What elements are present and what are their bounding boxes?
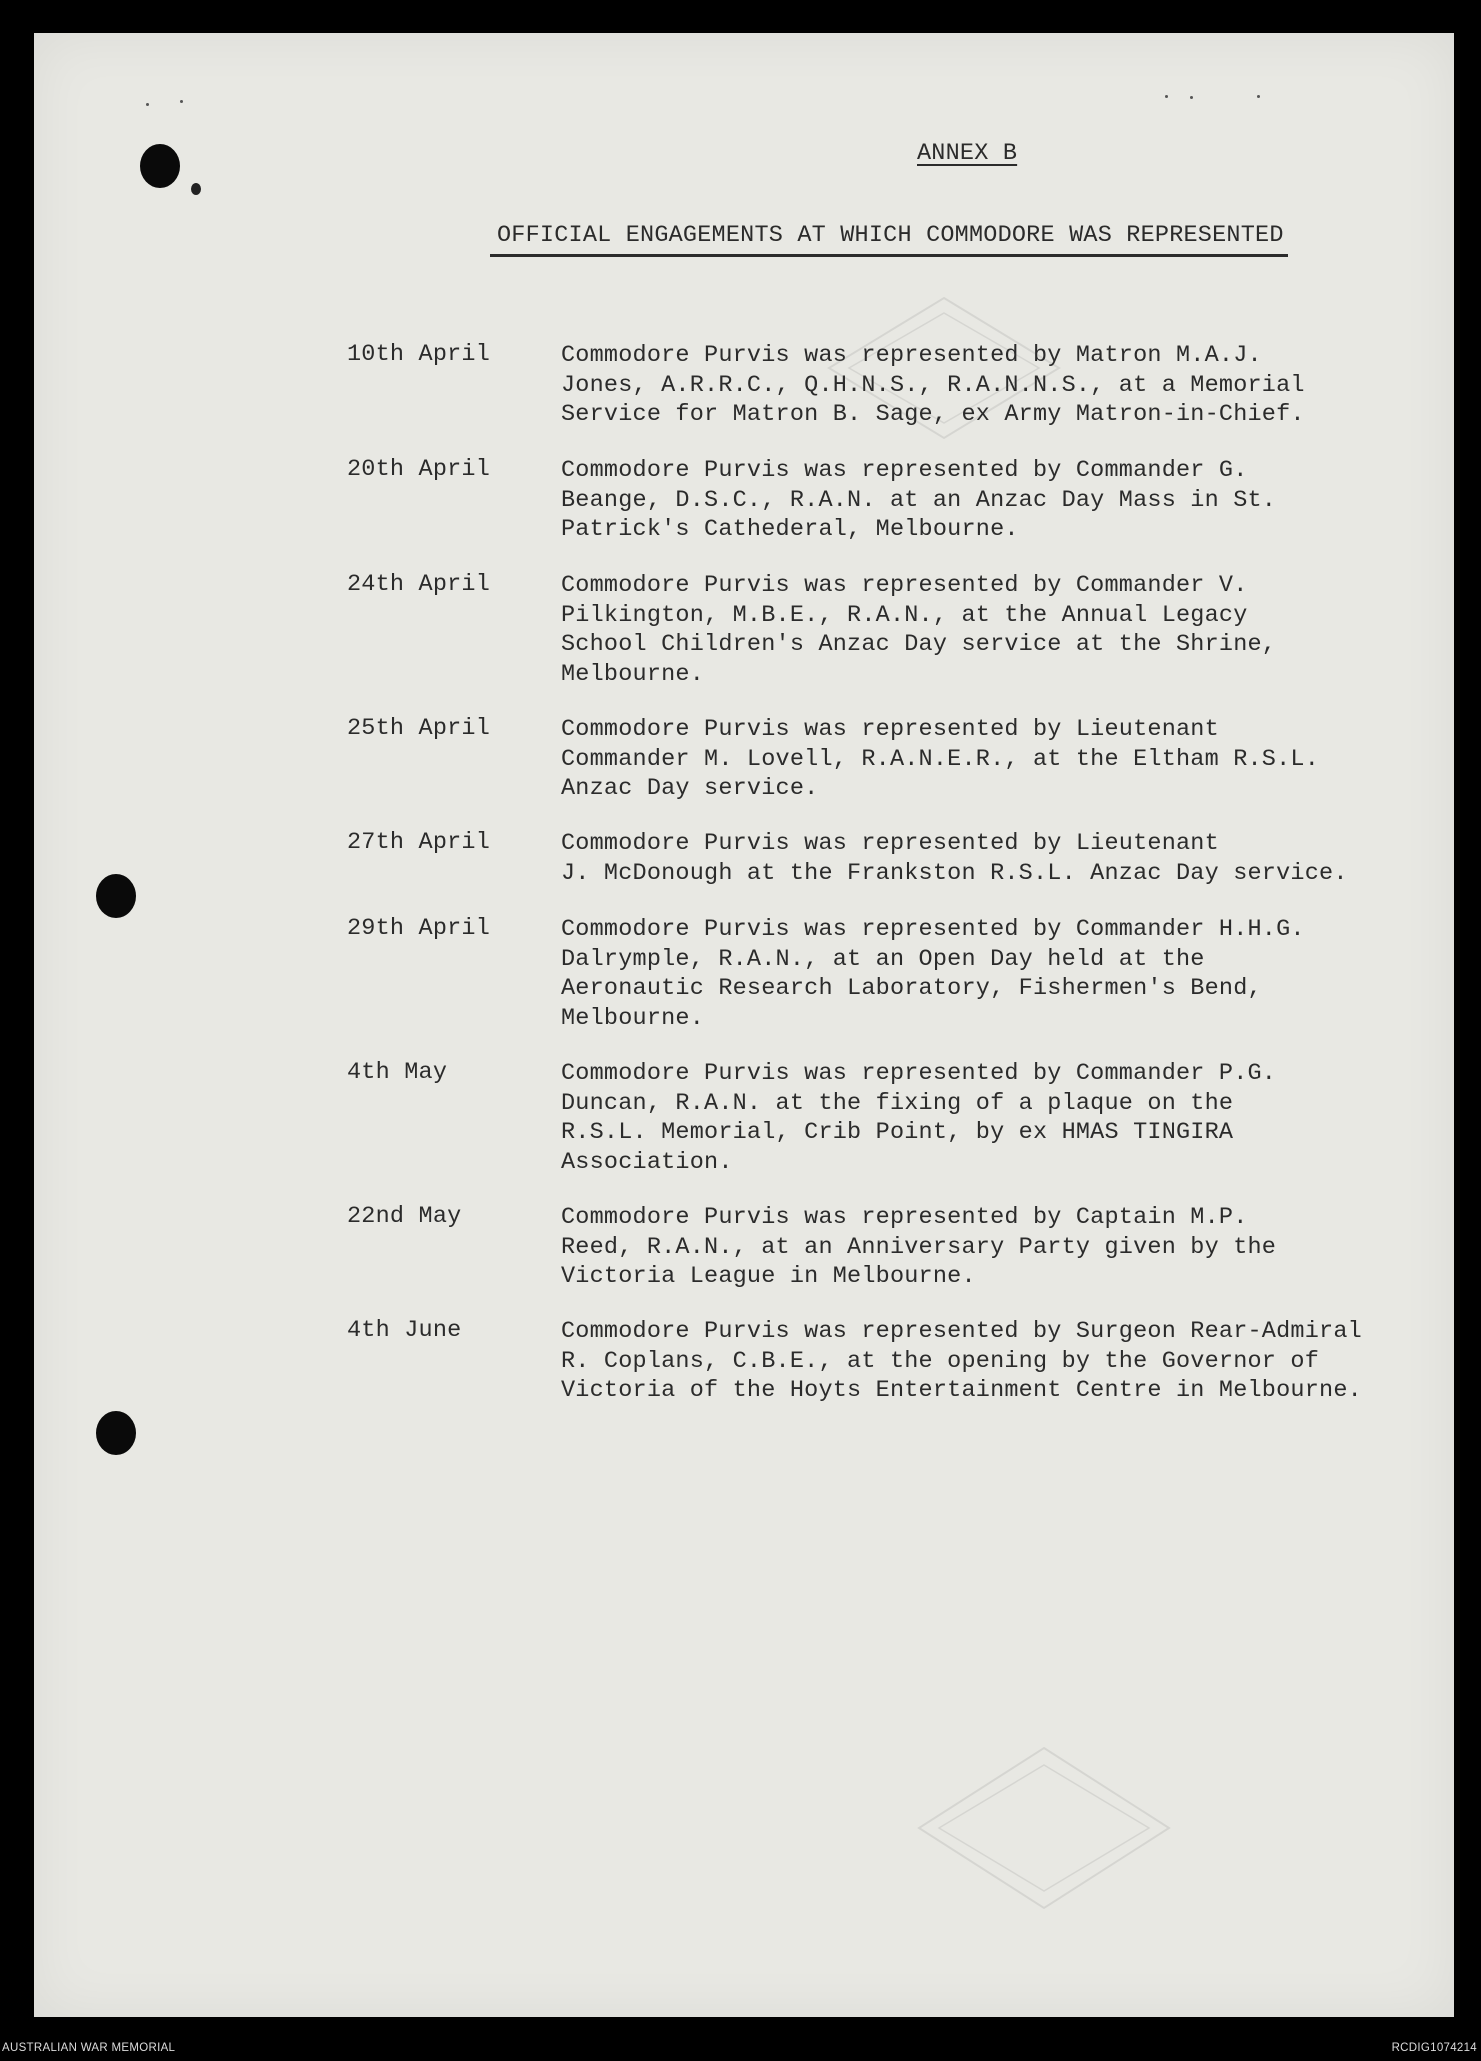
entry-text: Commodore Purvis was represented by Commander H.H.G. Dalrymple, R.A.N., at an Open Day held at the Aeronautic Research Laboratory, Fishermen's Bend, Melbourne. <box>561 916 1305 1032</box>
speck <box>191 183 201 195</box>
entry-text: Commodore Purvis was represented by Commander G. Beange, D.S.C., R.A.N. at an Anzac Day Mass in St. Patrick's Cathederal, Melbourne. <box>561 457 1277 543</box>
entry-date: 27th April <box>347 829 491 856</box>
footer-archive-name: AUSTRALIAN WAR MEMORIAL <box>2 2042 176 2054</box>
entry-date: 25th April <box>347 715 491 742</box>
entry-text: Commodore Purvis was represented by Captain M.P. Reed, R.A.N., at an Anniversary Party given by the Victoria League in Melbourne. <box>561 1204 1277 1290</box>
annex-label: ANNEX B <box>917 140 1018 167</box>
speck <box>180 100 183 103</box>
page-heading: OFFICIAL ENGAGEMENTS AT WHICH COMMODORE WAS REPRESENTED <box>497 222 1284 249</box>
speck <box>1165 95 1168 98</box>
entry-text: Commodore Purvis was represented by Commander V. Pilkington, M.B.E., R.A.N., at the Annual Legacy School Children's Anzac Day service at the Shrine, Melbourne. <box>561 572 1277 688</box>
punch-hole-top <box>140 144 180 188</box>
entry-text: Commodore Purvis was represented by Matron M.A.J. Jones, A.R.R.C., Q.H.N.S., R.A.N.N.S., at a Memorial Service for Matron B. Sage, ex Army Matron-in-Chief. <box>561 342 1305 428</box>
speck <box>1190 96 1193 99</box>
speck <box>146 103 149 106</box>
speck <box>1257 95 1260 98</box>
entry-text: Commodore Purvis was represented by Commander P.G. Duncan, R.A.N. at the fixing of a plaque on the R.S.L. Memorial, Crib Point, by ex HMAS TINGIRA Association. <box>561 1060 1277 1176</box>
entry-text: Commodore Purvis was represented by Lieutenant Commander M. Lovell, R.A.N.E.R., at the Eltham R.S.L. Anzac Day service. <box>561 716 1320 802</box>
heading-underline <box>490 254 1288 257</box>
entry-text: Commodore Purvis was represented by Lieutenant J. McDonough at the Frankston R.S.L. Anzac Day service. <box>561 830 1348 887</box>
entry-date: 4th May <box>347 1059 448 1086</box>
entry-date: 10th April <box>347 341 491 368</box>
entry-date: 29th April <box>347 915 491 942</box>
punch-hole-bottom <box>96 1411 136 1455</box>
punch-hole-middle <box>96 874 136 918</box>
watermark-emblem-bottom <box>914 1743 1174 1913</box>
entry-text: Commodore Purvis was represented by Surgeon Rear-Admiral R. Coplans, C.B.E., at the opening by the Governor of Victoria of the Hoyts Entertainment Centre in Melbourne. <box>561 1318 1362 1404</box>
entry-date: 24th April <box>347 571 491 598</box>
entry-date: 20th April <box>347 456 491 483</box>
entry-date: 22nd May <box>347 1203 462 1230</box>
entry-date: 4th June <box>347 1317 462 1344</box>
footer-record-id: RCDIG1074214 <box>1391 2042 1477 2054</box>
